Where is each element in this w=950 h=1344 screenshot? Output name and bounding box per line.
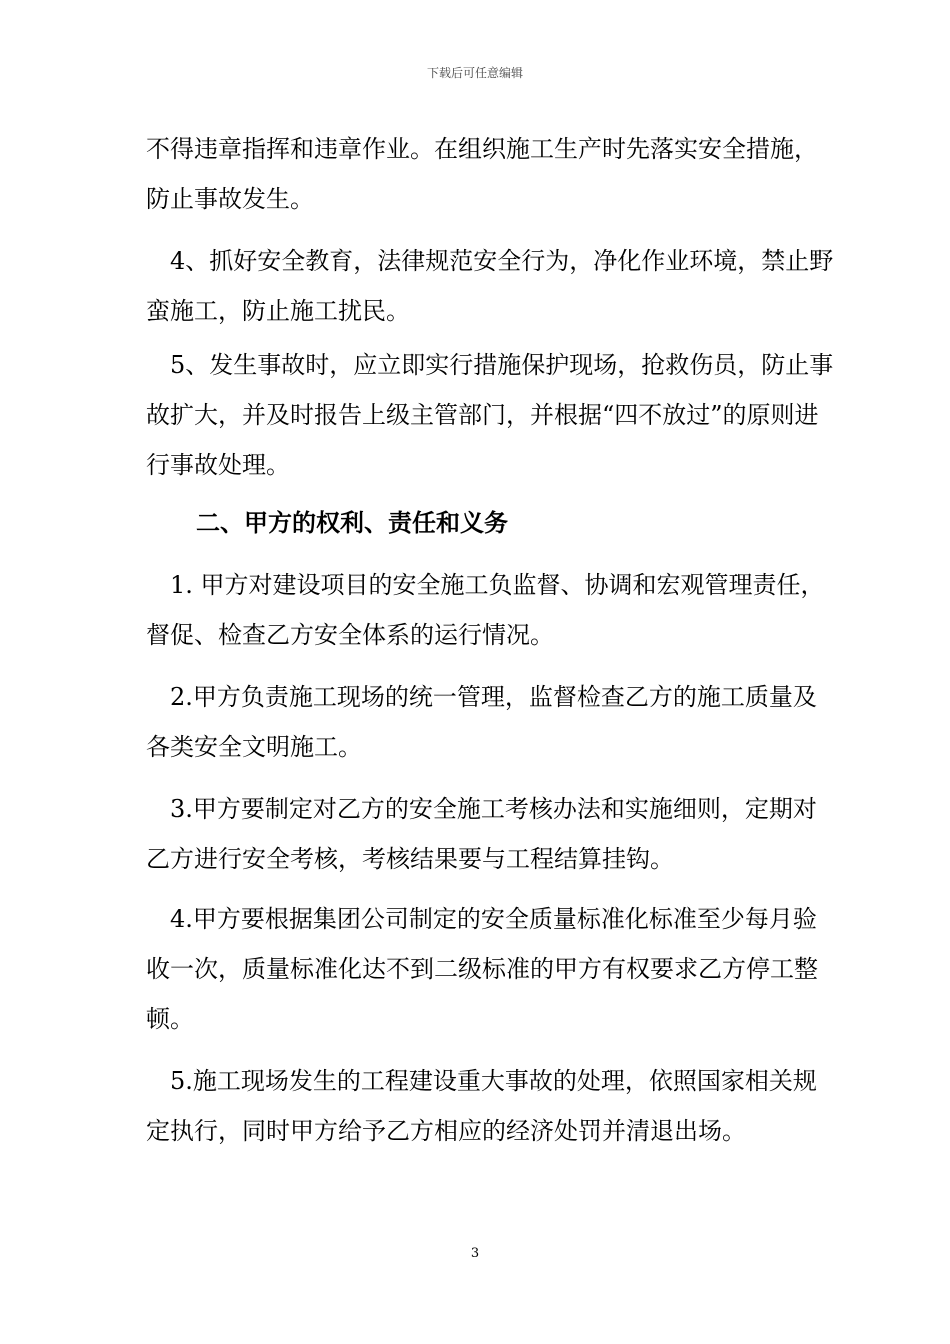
page-header: 下载后可任意编辑 <box>426 66 523 80</box>
section-heading: 二、甲方的权利、责任和义务 <box>196 508 508 537</box>
list-item-5: 5.施工现场发生的工程建设重大事故的处理，依照国家相关规定执行，同时甲方给予乙方相应的经济处罚并清退出场。 <box>146 1067 817 1145</box>
paragraph-item-4: 4、抓好安全教育，法律规范安全行为，净化作业环境，禁止野蛮施工，防止施工扰民。 <box>146 247 834 325</box>
list-item-2: 2.甲方负责施工现场的统一管理，监督检查乙方的施工质量及各类安全文明施工。 <box>146 683 817 761</box>
list-item-1: 1. 甲方对建设项目的安全施工负监督、协调和宏观管理责任，督促、检查乙方安全体系的运行情况。 <box>146 571 825 649</box>
page-number: 3 <box>470 1246 480 1261</box>
paragraph-continuation: 不得违章指挥和违章作业。在组织施工生产时先落实安全措施，防止事故发生。 <box>146 135 818 213</box>
paragraph-item-5: 5、发生事故时，应立即实行措施保护现场，抢救伤员，防止事故扩大，并及时报告上级主管部门，并根据“四不放过”的原则进行事故处理。 <box>146 351 834 479</box>
list-item-4: 4.甲方要根据集团公司制定的安全质量标准化标准至少每月验收一次，质量标准化达不到二级标准的甲方有权要求乙方停工整顿。 <box>146 905 818 1033</box>
list-item-3: 3.甲方要制定对乙方的安全施工考核办法和实施细则，定期对乙方进行安全考核，考核结果要与工程结算挂钩。 <box>146 795 817 873</box>
